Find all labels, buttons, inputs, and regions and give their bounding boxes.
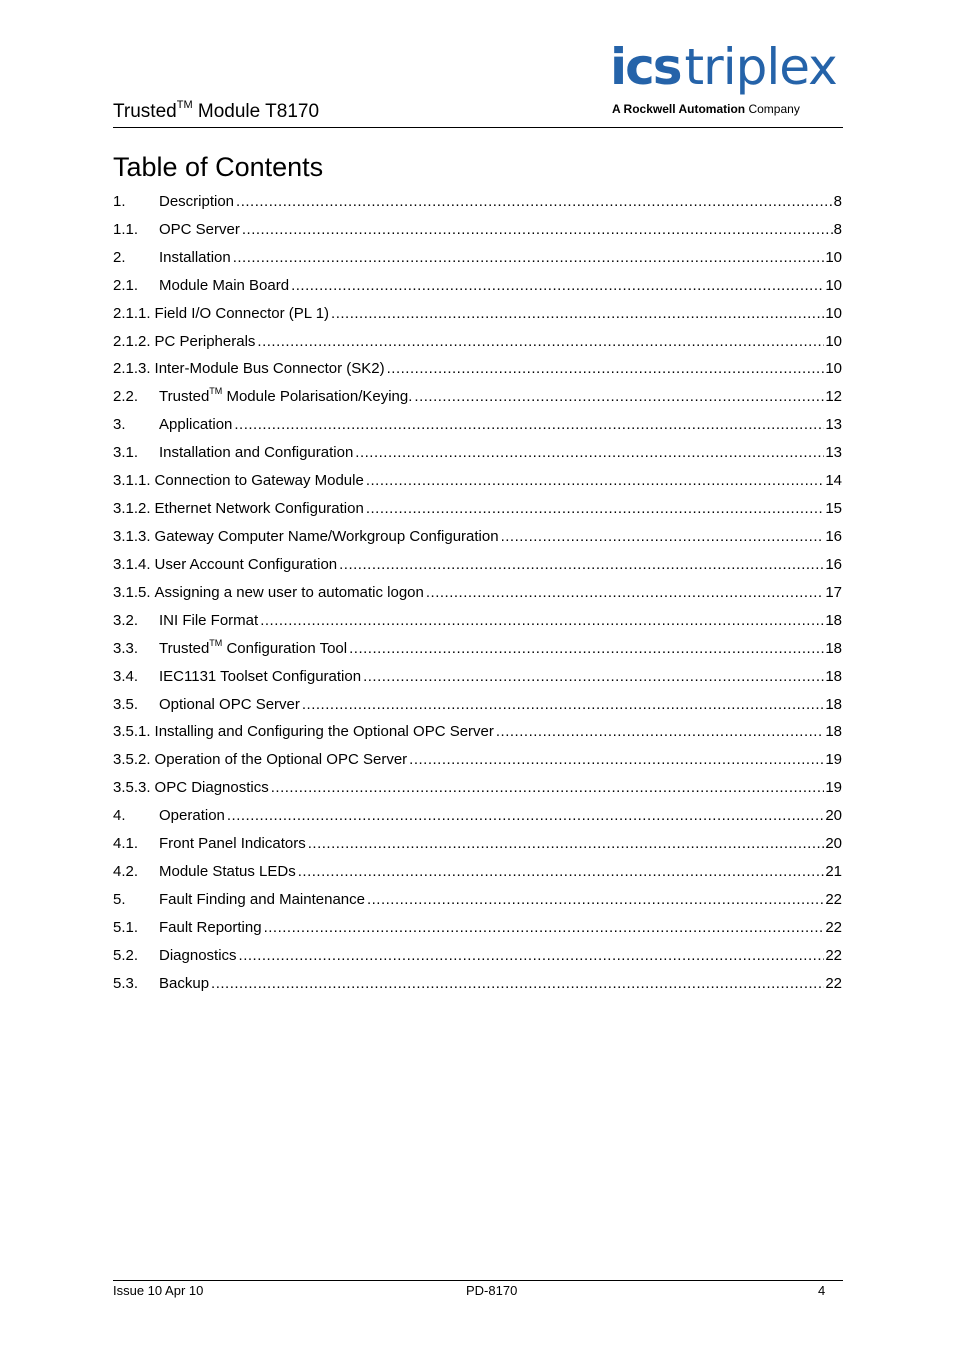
toc-entry-label-text: Configuration Tool [222, 639, 348, 657]
toc-entry-number: 5.3. [113, 974, 139, 992]
toc-entry-page: 13 [825, 416, 842, 434]
toc-entry[interactable] [113, 858, 842, 886]
toc-entry[interactable] [113, 411, 842, 439]
toc-entry-page: 22 [825, 946, 842, 964]
toc-entry[interactable] [113, 188, 842, 216]
toc-entry-page: 22 [825, 974, 842, 992]
toc-entry-label-text: Gateway Computer Name/Workgroup Configuration [154, 528, 499, 546]
toc-entry-label [159, 668, 363, 686]
toc-entry-label [155, 751, 410, 769]
toc-entry-label-text: Operation [159, 807, 225, 825]
toc-entry-label [159, 277, 291, 295]
toc-entry-label [159, 835, 308, 853]
toc-entry-label-text: Assigning a new user to automatic logon [154, 583, 424, 601]
toc-entry-number: 2. [113, 248, 126, 266]
dot-leader [234, 416, 824, 434]
logo-tagline [612, 102, 800, 116]
toc-entry-number: 5.1. [113, 918, 139, 936]
toc-entry[interactable] [113, 300, 842, 328]
toc-entry-page: 17 [825, 583, 842, 601]
trademark-superscript: TM [209, 386, 223, 397]
toc-entry-number: 4.1. [113, 835, 139, 853]
toc-entry[interactable] [113, 328, 842, 356]
toc-entry-label [159, 249, 233, 267]
toc-entry[interactable] [113, 719, 842, 747]
toc-entry-label [159, 696, 302, 714]
toc-entry[interactable] [113, 495, 842, 523]
toc-entry-number: 4. [113, 807, 126, 825]
dot-leader [426, 584, 824, 602]
dot-leader [302, 696, 824, 714]
dot-leader [291, 277, 824, 295]
logo-ics-text: ics [610, 38, 681, 96]
toc-entry-label-text: OPC Diagnostics [154, 779, 269, 797]
toc-entry-page: 10 [825, 332, 842, 350]
dot-leader [308, 835, 825, 853]
toc-entry-page: 18 [825, 695, 842, 713]
toc-entry-number: 1.1. [113, 220, 139, 238]
toc-entry-label-text: Trusted [159, 388, 210, 406]
toc-entry-label-text: IEC1131 Toolset Configuration [159, 667, 362, 685]
toc-entry[interactable] [113, 551, 842, 579]
dot-leader [298, 863, 825, 881]
logo-tagline-rest: Company [745, 102, 800, 116]
toc-entry-number: 3.1.4. [113, 555, 151, 573]
toc-entry[interactable] [113, 942, 842, 970]
toc-entry-number: 3.5.3. [113, 779, 151, 797]
toc-entry-label-text: Module Polarisation/Keying. [222, 388, 413, 406]
dot-leader [501, 528, 825, 546]
toc-entry[interactable] [113, 886, 842, 914]
toc-entry-label-text: Trusted [159, 639, 210, 657]
toc-entry-label-text: PC Peripherals [154, 332, 256, 350]
dot-leader [211, 975, 824, 993]
toc-entry-number: 3.5.1. [113, 723, 151, 741]
toc-entry-page: 8 [833, 220, 842, 238]
toc-entry-label [159, 637, 349, 658]
toc-entry-page: 18 [825, 639, 842, 657]
toc-entry-label-text: Front Panel Indicators [159, 835, 306, 853]
logo-triplex-text: triplex [684, 38, 837, 96]
toc-entry[interactable] [113, 439, 842, 467]
dot-leader [366, 472, 824, 490]
toc-entry-label [155, 500, 366, 518]
toc-entry-number: 2.1. [113, 276, 139, 294]
toc-entry[interactable] [113, 914, 842, 942]
toc-entry-number: 3.1.1. [113, 472, 151, 490]
dot-leader [496, 723, 824, 741]
toc-entry-label [155, 556, 340, 574]
toc-entry-page: 10 [825, 276, 842, 294]
dot-leader [227, 807, 824, 825]
toc-entry-label [159, 193, 236, 211]
toc-entry-page: 22 [825, 918, 842, 936]
toc-entry-label [159, 947, 239, 965]
toc-entry-label [155, 360, 387, 378]
trademark-superscript: TM [209, 637, 223, 648]
dot-leader [414, 388, 824, 406]
toc-entry-label-text: Ethernet Network Configuration [154, 500, 364, 518]
toc-entry-label [159, 807, 227, 825]
toc-entry-page: 16 [825, 528, 842, 546]
toc-entry-page: 19 [825, 751, 842, 769]
toc-entry-number: 4.2. [113, 863, 139, 881]
toc-entry[interactable] [113, 774, 842, 802]
dot-leader [257, 333, 824, 351]
toc-entry-number: 5.2. [113, 946, 139, 964]
toc-entry-page: 13 [825, 444, 842, 462]
toc-entry-number: 3.1.3. [113, 528, 151, 546]
toc-entry-label [155, 528, 501, 546]
dot-leader [409, 751, 824, 769]
dot-leader [242, 221, 833, 239]
toc-entry-number: 3.1. [113, 444, 139, 462]
toc-entry-page: 20 [825, 835, 842, 853]
toc-entry-page: 10 [825, 360, 842, 378]
toc-entry-label-text: User Account Configuration [154, 555, 338, 573]
dot-leader [331, 305, 824, 323]
trademark-superscript: TM [176, 98, 193, 111]
toc-entry-label-text: Module Status LEDs [159, 863, 296, 881]
toc-entry-label [159, 444, 355, 462]
dot-leader [355, 444, 824, 462]
dot-leader [387, 360, 825, 378]
toc-entry[interactable] [113, 607, 842, 635]
toc-entry-label-text: Field I/O Connector (PL 1) [154, 304, 330, 322]
dot-leader [260, 612, 824, 630]
toc-entry-label-text: Fault Reporting [159, 918, 262, 936]
toc-entry-page: 15 [825, 500, 842, 518]
toc-entry-number: 2.1.3. [113, 360, 151, 378]
toc-entry[interactable] [113, 356, 842, 384]
toc-entry[interactable] [113, 467, 842, 495]
toc-entry-page: 16 [825, 555, 842, 573]
dot-leader [264, 919, 825, 937]
toc-entry-label [159, 388, 414, 406]
dot-leader [363, 668, 824, 686]
toc-entry[interactable] [113, 635, 842, 663]
toc-heading: Table of Contents [113, 152, 324, 182]
toc-entry-label [159, 416, 234, 434]
toc-entry[interactable] [113, 663, 842, 691]
toc-entry-page: 18 [825, 723, 842, 741]
toc-entry-label [159, 221, 242, 239]
toc-entry-page: 18 [825, 611, 842, 629]
toc-entry-label-text: Application [159, 416, 233, 434]
toc-entry-label [159, 919, 264, 937]
toc-entry-number: 3.1.2. [113, 500, 151, 518]
toc-entry-page: 21 [825, 863, 842, 881]
toc-entry-number: 3.1.5. [113, 583, 151, 601]
toc-entry-page: 22 [825, 891, 842, 908]
toc-entry[interactable] [113, 691, 842, 719]
toc-entry-label [155, 333, 258, 351]
toc-entry-label-text: Module Main Board [159, 276, 290, 294]
toc-entry[interactable] [113, 383, 842, 411]
toc-entry[interactable] [113, 830, 842, 858]
toc-entry[interactable] [113, 272, 842, 300]
toc-entry-label [155, 305, 332, 323]
toc-entry[interactable] [113, 244, 842, 272]
toc-entry-label-text: Optional OPC Server [159, 695, 300, 713]
document-title [113, 100, 319, 124]
toc-entry[interactable] [113, 746, 842, 774]
toc-entry-number: 3.2. [113, 611, 139, 629]
toc-entry-label-text: Installing and Configuring the Optional OPC Server [154, 723, 494, 741]
footer-doc-id: PD-8170 [466, 1283, 518, 1298]
dot-leader [367, 891, 824, 909]
toc-entry-page: 8 [833, 192, 842, 210]
table-of-contents [113, 188, 842, 998]
toc-entry[interactable] [113, 802, 842, 830]
toc-entry-number: 1. [113, 192, 126, 210]
dot-leader [239, 947, 825, 965]
toc-entry[interactable] [113, 216, 842, 244]
toc-entry-label-text: OPC Server [159, 220, 240, 238]
toc-entry-page: 14 [825, 472, 842, 490]
toc-entry-label [155, 723, 496, 741]
toc-entry-label [159, 975, 211, 993]
dot-leader [233, 249, 825, 267]
toc-entry[interactable] [113, 579, 842, 607]
ics-triplex-logo [610, 38, 844, 120]
footer-divider [113, 1280, 843, 1281]
toc-entry-label [159, 863, 298, 881]
toc-entry-page: 10 [825, 304, 842, 322]
toc-entry-number: 3.3. [113, 639, 139, 657]
toc-entry-label-text: Inter-Module Bus Connector (SK2) [154, 360, 385, 378]
toc-entry-label-text: Description [159, 192, 235, 210]
toc-entry-page: 10 [825, 248, 842, 266]
toc-entry-label-text: Connection to Gateway Module [154, 472, 364, 490]
toc-entry-number: 2.2. [113, 388, 139, 406]
toc-entry-label-text: Installation [159, 248, 231, 266]
toc-entry-number: 3.5.2. [113, 751, 151, 769]
toc-entry-page: 18 [825, 667, 842, 685]
logo-tagline-bold: A Rockwell Automation [612, 102, 746, 116]
toc-entry-number: 5. [113, 891, 126, 908]
toc-entry-number: 3.5. [113, 695, 139, 713]
footer-issue: Issue 10 Apr 10 [113, 1283, 204, 1298]
toc-entry-label-text: Installation and Configuration [159, 444, 354, 462]
toc-entry-number: 2.1.2. [113, 332, 151, 350]
toc-entry-label-text: Diagnostics [159, 946, 237, 964]
toc-entry-number: 3.4. [113, 667, 139, 685]
toc-entry-label-text: Fault Finding and Maintenance [159, 891, 365, 908]
dot-leader [271, 779, 825, 797]
toc-entry-label-text: Operation of the Optional OPC Server [154, 751, 408, 769]
dot-leader [236, 193, 833, 211]
toc-entry-number: 3. [113, 416, 126, 434]
title-suffix: Module T8170 [192, 101, 320, 122]
footer-page-number: 4 [818, 1283, 826, 1298]
title-prefix: Trusted [113, 101, 177, 122]
toc-entry-page: 20 [825, 807, 842, 825]
dot-leader [349, 640, 824, 658]
dot-leader [339, 556, 824, 574]
toc-entry-label [155, 779, 271, 797]
toc-entry[interactable] [113, 523, 842, 551]
toc-entry-number: 2.1.1. [113, 304, 151, 322]
logo-wordmark [610, 32, 837, 102]
toc-entry-label-text: INI File Format [159, 611, 259, 629]
toc-entry-label [159, 891, 367, 909]
toc-entry-label [155, 472, 366, 490]
toc-entry-label-text: Backup [159, 974, 210, 992]
toc-entry-label [159, 612, 260, 630]
header-divider [113, 127, 843, 128]
dot-leader [366, 500, 825, 518]
toc-entry-page: 19 [825, 779, 842, 797]
toc-entry-label [155, 584, 426, 602]
toc-entry[interactable] [113, 970, 842, 998]
toc-entry-page: 12 [825, 388, 842, 406]
